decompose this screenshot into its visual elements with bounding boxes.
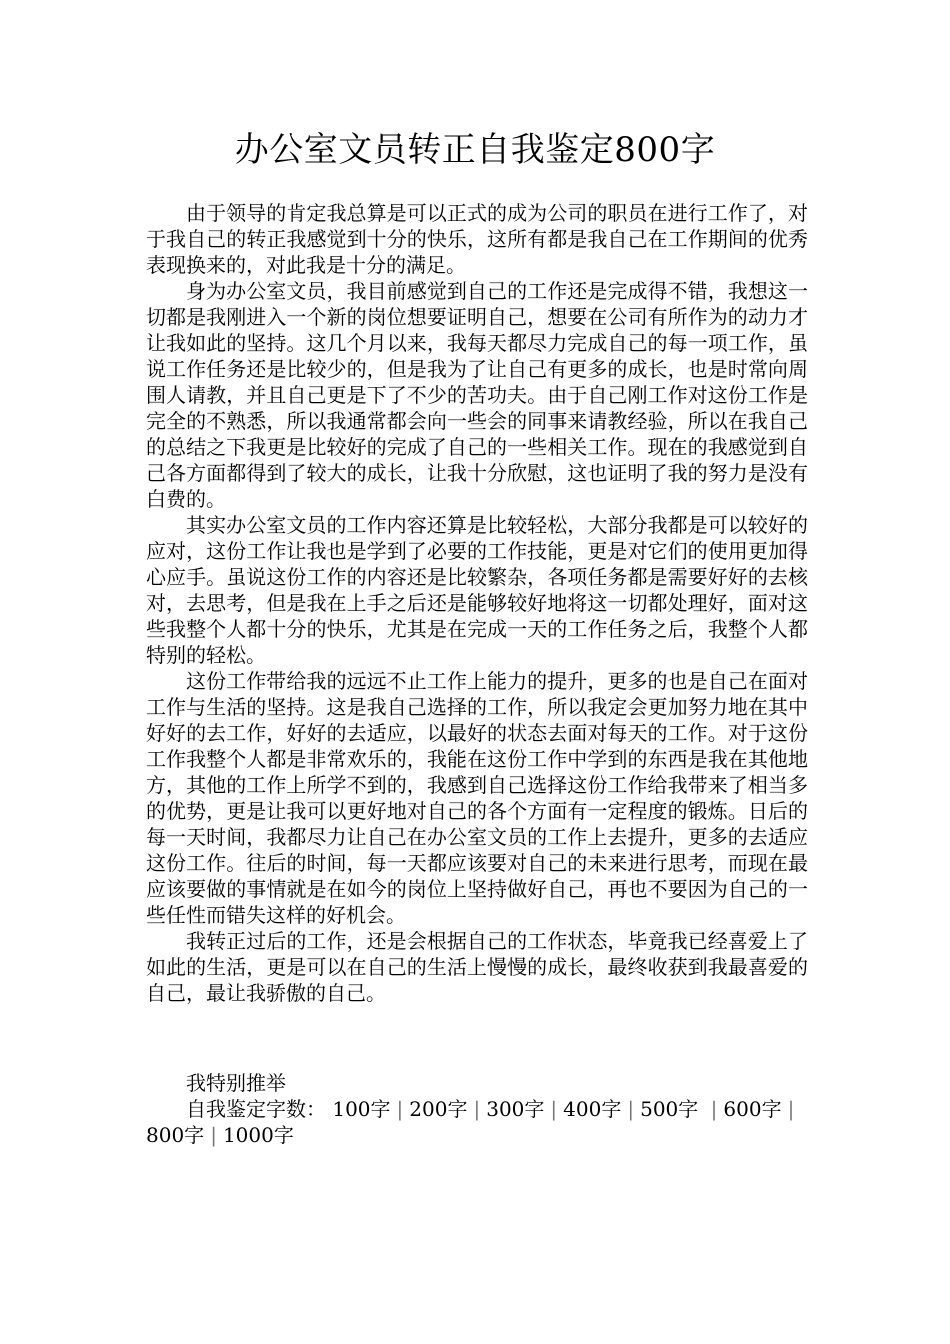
word-count-links [146, 1096, 808, 1148]
link-separator: | [210, 1123, 217, 1147]
link-400[interactable]: 400字 [563, 1097, 622, 1121]
link-separator: | [396, 1097, 404, 1121]
link-separator: | [787, 1097, 795, 1121]
link-separator: | [473, 1097, 481, 1121]
paragraph: 由于领导的肯定我总算是可以正式的成为公司的职员在进行工作了，对于我自己的转正我感觉到十分的快乐，这所有都是我自己在工作期间的优秀表现换来的，对此我是十分的满足。 [146, 201, 808, 277]
link-800[interactable]: 800字 [146, 1123, 205, 1147]
link-100[interactable]: 100字 [332, 1097, 391, 1121]
link-separator: | [710, 1097, 718, 1121]
link-separator: | [627, 1097, 635, 1121]
link-separator: | [550, 1097, 558, 1121]
link-200[interactable]: 200字 [409, 1097, 468, 1121]
paragraph: 其实办公室文员的工作内容还算是比较轻松，大部分我都是可以较好的应对，这份工作让我也是学到了必要的工作技能，更是对它们的使用更加得心应手。虽说这份工作的内容还是比较繁杂，各项任务都是需要好好的去核对，去思考，但是我在上手之后还是能够较好地将这一切都处理好，面对这些我整个人都十分的快乐，尤其是在完成一天的工作任务之后，我整个人都特别的轻松。 [146, 513, 808, 667]
paragraph: 这份工作带给我的远远不止工作上能力的提升，更多的也是自己在面对工作与生活的坚持。这是我自己选择的工作，所以我定会更加努力地在其中好好的去工作，好好的去适应，以最好的状态去面对每天的工作。对于这份工作我整个人都是非常欢乐的，我能在这份工作中学到的东西是我在其他地方，其他的工作上所学不到的，我感到自己选择这份工作给我带来了相当多的优势，更是让我可以更好地对自己的各个方面有一定程度的锻炼。日后的每一天时间，我都尽力让自己在办公室文员的工作上去提升，更多的去适应这份工作。往后的时间，每一天都应该要对自己的未来进行思考，而现在最应该要做的事情就是在如今的岗位上坚持做好自己，再也不要因为自己的一些任性而错失这样的好机会。 [146, 669, 808, 927]
recommend-heading: 我特别推举 [186, 1071, 286, 1095]
document-body [146, 200, 808, 1006]
paragraph: 身为办公室文员，我目前感觉到自己的工作还是完成得不错，我想这一切都是我刚进入一个新的岗位想要证明自己，想要在公司有所作为的动力才让我如此的坚持。这几个月以来，我每天都尽力完成自己的每一项工作，虽说工作任务还是比较少的，但是我为了让自己有更多的成长，也是时常向周围人请教，并且自己更是下了不少的苦功夫。由于自己刚工作对这份工作是完全的不熟悉，所以我通常都会向一些会的同事来请教经验，所以在我自己的总结之下我更是比较好的完成了自己的一些相关工作。现在的我感觉到自己各方面都得到了较大的成长，让我十分欣慰，这也证明了我的努力是没有白费的。 [146, 279, 808, 511]
link-500[interactable]: 500字 [640, 1097, 699, 1121]
recommend-section [146, 1070, 808, 1148]
link-300[interactable]: 300字 [486, 1097, 545, 1121]
document-title: 办公室文员转正自我鉴定800字 [234, 130, 716, 170]
link-1000[interactable]: 1000字 [222, 1123, 294, 1147]
link-600[interactable]: 600字 [723, 1097, 782, 1121]
word-count-label: 自我鉴定字数： [186, 1097, 326, 1121]
paragraph: 我转正过后的工作，还是会根据自己的工作状态，毕竟我已经喜爱上了如此的生活，更是可以在自己的生活上慢慢的成长，最终收获到我最喜爱的自己，最让我骄傲的自己。 [146, 929, 808, 1005]
